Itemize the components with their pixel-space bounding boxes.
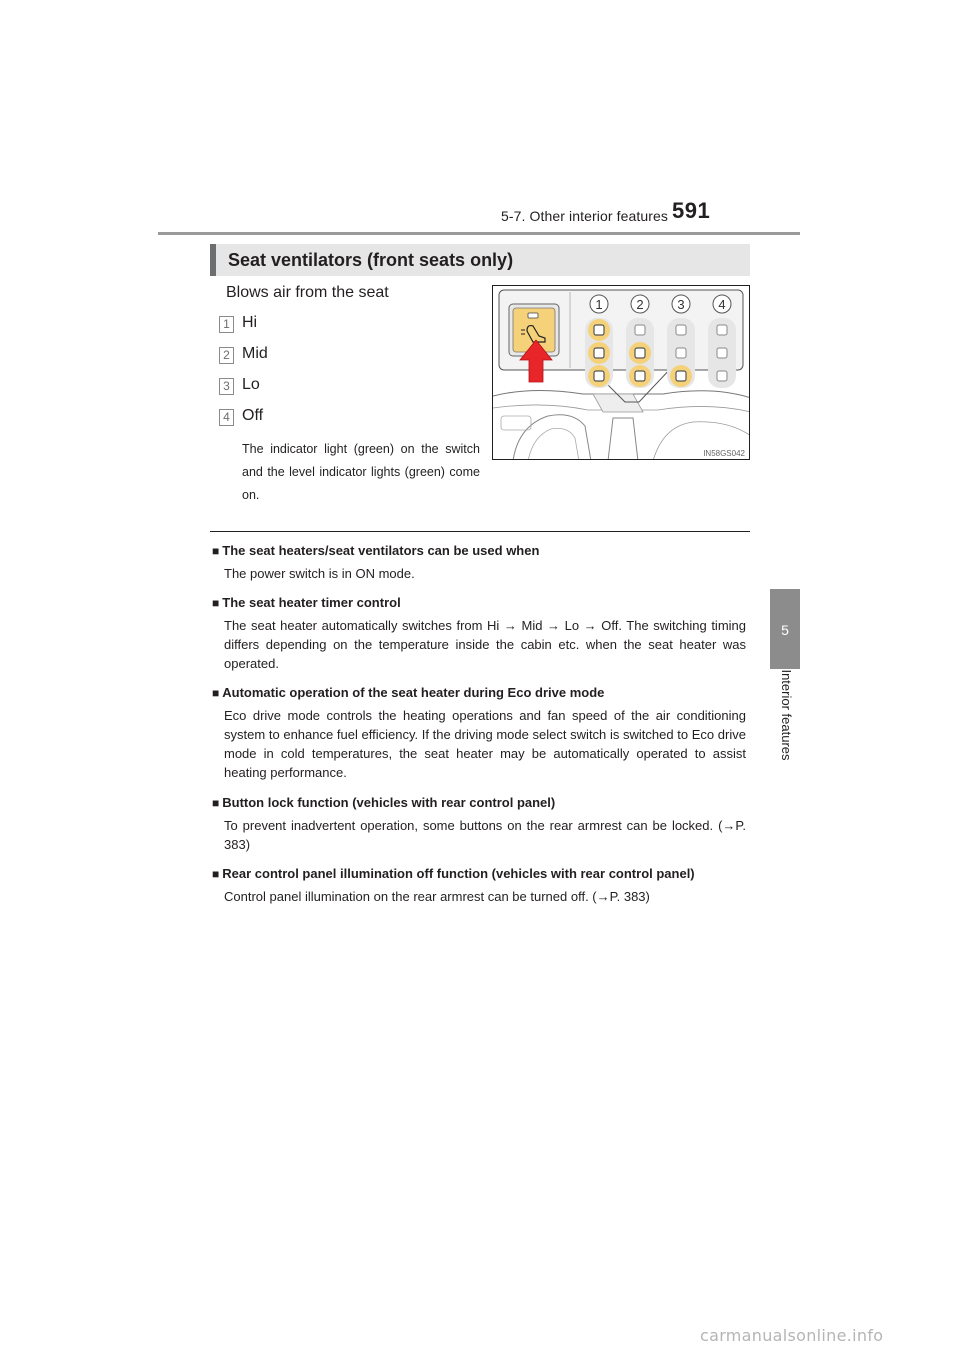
note-title-text: Automatic operation of the seat heater during Eco drive mode [222, 685, 605, 700]
note-body: The power switch is in ON mode. [224, 566, 415, 581]
note-title [212, 795, 746, 810]
section-heading [210, 244, 750, 276]
square-bullet-icon: ■ [212, 596, 220, 610]
header-rule [158, 232, 800, 235]
note-block [212, 685, 746, 782]
running-header: 5-7. Other interior features [501, 208, 668, 224]
square-bullet-icon: ■ [212, 867, 220, 881]
level-label-mid: Mid [242, 345, 268, 362]
note-title [212, 685, 746, 700]
level-badge: 1 [219, 316, 234, 333]
figure-code: IN58GS042 [703, 449, 745, 458]
note-body: Control panel illumination on the rear armrest can be turned off. (→P. 383) [224, 889, 650, 904]
note-title-text: The seat heater timer control [222, 595, 401, 610]
note-title [212, 543, 746, 558]
note-block [212, 595, 746, 673]
square-bullet-icon: ■ [212, 686, 220, 700]
figure-callout-4: 4 [718, 297, 726, 312]
note-block [212, 543, 746, 583]
level-badge: 4 [219, 409, 234, 426]
square-bullet-icon: ■ [212, 796, 220, 810]
note-title [212, 595, 746, 610]
figure-callout-3: 3 [677, 297, 685, 312]
seat-ventilator-illustration [492, 285, 750, 460]
note-title [212, 866, 746, 881]
level-label-lo: Lo [242, 376, 260, 393]
section-heading-text: Seat ventilators (front seats only) [228, 250, 514, 270]
chapter-tab-number: 5 [781, 622, 789, 638]
level-badge: 3 [219, 378, 234, 395]
dashboard-drawing [493, 286, 750, 460]
level-badge: 2 [219, 347, 234, 364]
note-title-text: Rear control panel illumination off function (vehicles with rear control panel) [222, 866, 695, 881]
indicator-note: The indicator light (green) on the switch and the level indicator lights (green) come on. [242, 442, 480, 502]
note-block [212, 795, 746, 854]
note-body: Eco drive mode controls the heating operations and fan speed of the air conditioning system to enhance fuel efficiency. If the driving mode select switch is switched to Eco drive mode in cold temperatures, the seat heater may be automatically operated to assist heating performance. [224, 708, 746, 780]
chapter-tab-label: Interior features [779, 669, 794, 761]
intro-text: Blows air from the seat [226, 284, 389, 301]
note-body: To prevent inadvertent operation, some buttons on the rear armrest can be locked. (→P. 383) [224, 818, 746, 852]
note-block [212, 866, 746, 906]
note-title-text: Button lock function (vehicles with rear control panel) [222, 795, 556, 810]
section-divider [210, 531, 750, 532]
note-body: The seat heater automatically switches from Hi → Mid → Lo → Off. The switching timing differs depending on the temperature inside the cabin etc. when the seat heater was operated. [224, 618, 746, 671]
square-bullet-icon: ■ [212, 544, 220, 558]
level-label-hi: Hi [242, 314, 258, 331]
figure-callout-1: 1 [595, 297, 603, 312]
level-label-off: Off [242, 407, 264, 424]
figure-callout-2: 2 [636, 297, 644, 312]
watermark: carmanualsonline.info [700, 1326, 884, 1345]
page-number: 591 [672, 198, 711, 223]
note-title-text: The seat heaters/seat ventilators can be used when [222, 543, 540, 558]
